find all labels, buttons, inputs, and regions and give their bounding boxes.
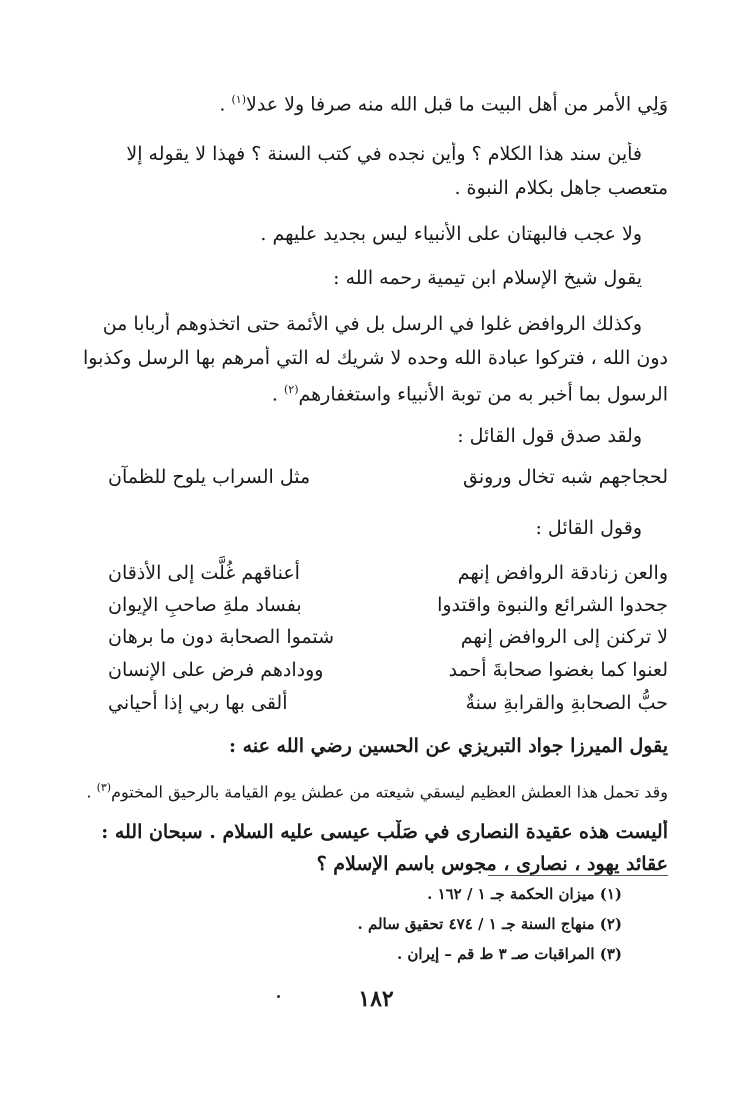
verse-line [108, 624, 668, 654]
text-line: فأين سند هذا الكلام ؟ وأين نجده في كتب السنة ؟ فهذا لا يقوله إلا [126, 143, 642, 165]
verse-line [108, 592, 668, 622]
verse-line [108, 464, 668, 494]
verse-first-hemistich: والعن زنادقة الروافض إنهم [457, 562, 668, 584]
verse-line [108, 560, 668, 590]
text-line: وكذلك الروافض غلوا في الرسل بل في الأئمة حتى اتخذوهم أربابا من [102, 313, 642, 335]
verse-second-hemistich: وودادهم فرض على الإنسان [108, 659, 324, 681]
verse-first-hemistich: لعنوا كما بغضوا صحابةَ أحمد [448, 659, 668, 681]
text-line: دون الله ، فتركوا عبادة الله وحده لا شريك له التي أمرهم بها الرسل وكذبوا [83, 347, 668, 369]
footnote-ref: (٢) [284, 383, 299, 396]
text-line: ولا عجب فالبهتان على الأنبياء ليس بجديد عليهم . [260, 223, 642, 245]
verse-second-hemistich: بفساد ملةِ صاحبِ الإيوان [108, 594, 302, 616]
verse-line [108, 657, 668, 687]
footnote-ref: (٣) [96, 781, 112, 794]
text-line: عقائد يهود ، نصارى ، مجوس باسم الإسلام ؟ [316, 853, 668, 875]
text-line: يقول شيخ الإسلام ابن تيمية رحمه الله : [333, 267, 642, 289]
verse-first-hemistich: حبُّ الصحابةِ والقرابةِ سنةٌ [465, 692, 668, 714]
text-line: يقول الميرزا جواد التبريزي عن الحسين رضي الله عنه : [229, 735, 668, 757]
verse-first-hemistich: جحدوا الشرائع والنبوة واقتدوا [437, 594, 668, 616]
text-line: أليست هذه عقيدة النصارى في صَلْب عيسى عليه السلام . سبحان الله : [101, 821, 668, 843]
text-line: ولقد صدق قول القائل : [457, 425, 642, 447]
footnote: (١) ميزان الحكمة جـ ١ / ١٦٢ . [427, 885, 622, 903]
verse-second-hemistich: ألقى بها ربي إذا أحياني [108, 692, 288, 714]
verse-second-hemistich: أعناقهم غُلَّت إلى الأذقان [108, 562, 300, 584]
text-line: وقد تحمل هذا العطش العظيم ليسقي شيعته من عطش يوم القيامة بالرحيق المختوم$^{(٣)}$ . [86, 781, 668, 802]
verse-first-hemistich: لا تركنن إلى الروافض إنهم [460, 626, 668, 648]
text-line: الرسول بما أخبر به من توبة الأنبياء واستغفارهم$^{(٢)}$ . [271, 383, 668, 406]
verse-second-hemistich: شتموا الصحابة دون ما برهان [108, 626, 335, 648]
verse-first-hemistich: لحجاجهم شبه تخال ورونق [462, 466, 668, 488]
footnote-separator [488, 875, 668, 876]
text-line: متعصب جاهل بكلام النبوة . [454, 177, 668, 199]
footnote: (٢) منهاج السنة جـ ١ / ٤٧٤ تحقيق سالم . [357, 915, 622, 933]
text-line: وَلِي الأمر من أهل البيت ما قبل الله منه صرفا ولا عدلا$^{(١)}$ . [219, 93, 668, 116]
text-line: وقول القائل : [535, 517, 642, 539]
footnote-ref: (١) [231, 93, 246, 106]
verse-line [108, 690, 668, 720]
verse-second-hemistich: مثل السراب يلوح للظمآن [108, 466, 311, 488]
page-number: ١٨٢ [358, 986, 394, 1012]
footnote: (٣) المراقبات صـ ٣ ط قم – إيران . [396, 945, 622, 963]
